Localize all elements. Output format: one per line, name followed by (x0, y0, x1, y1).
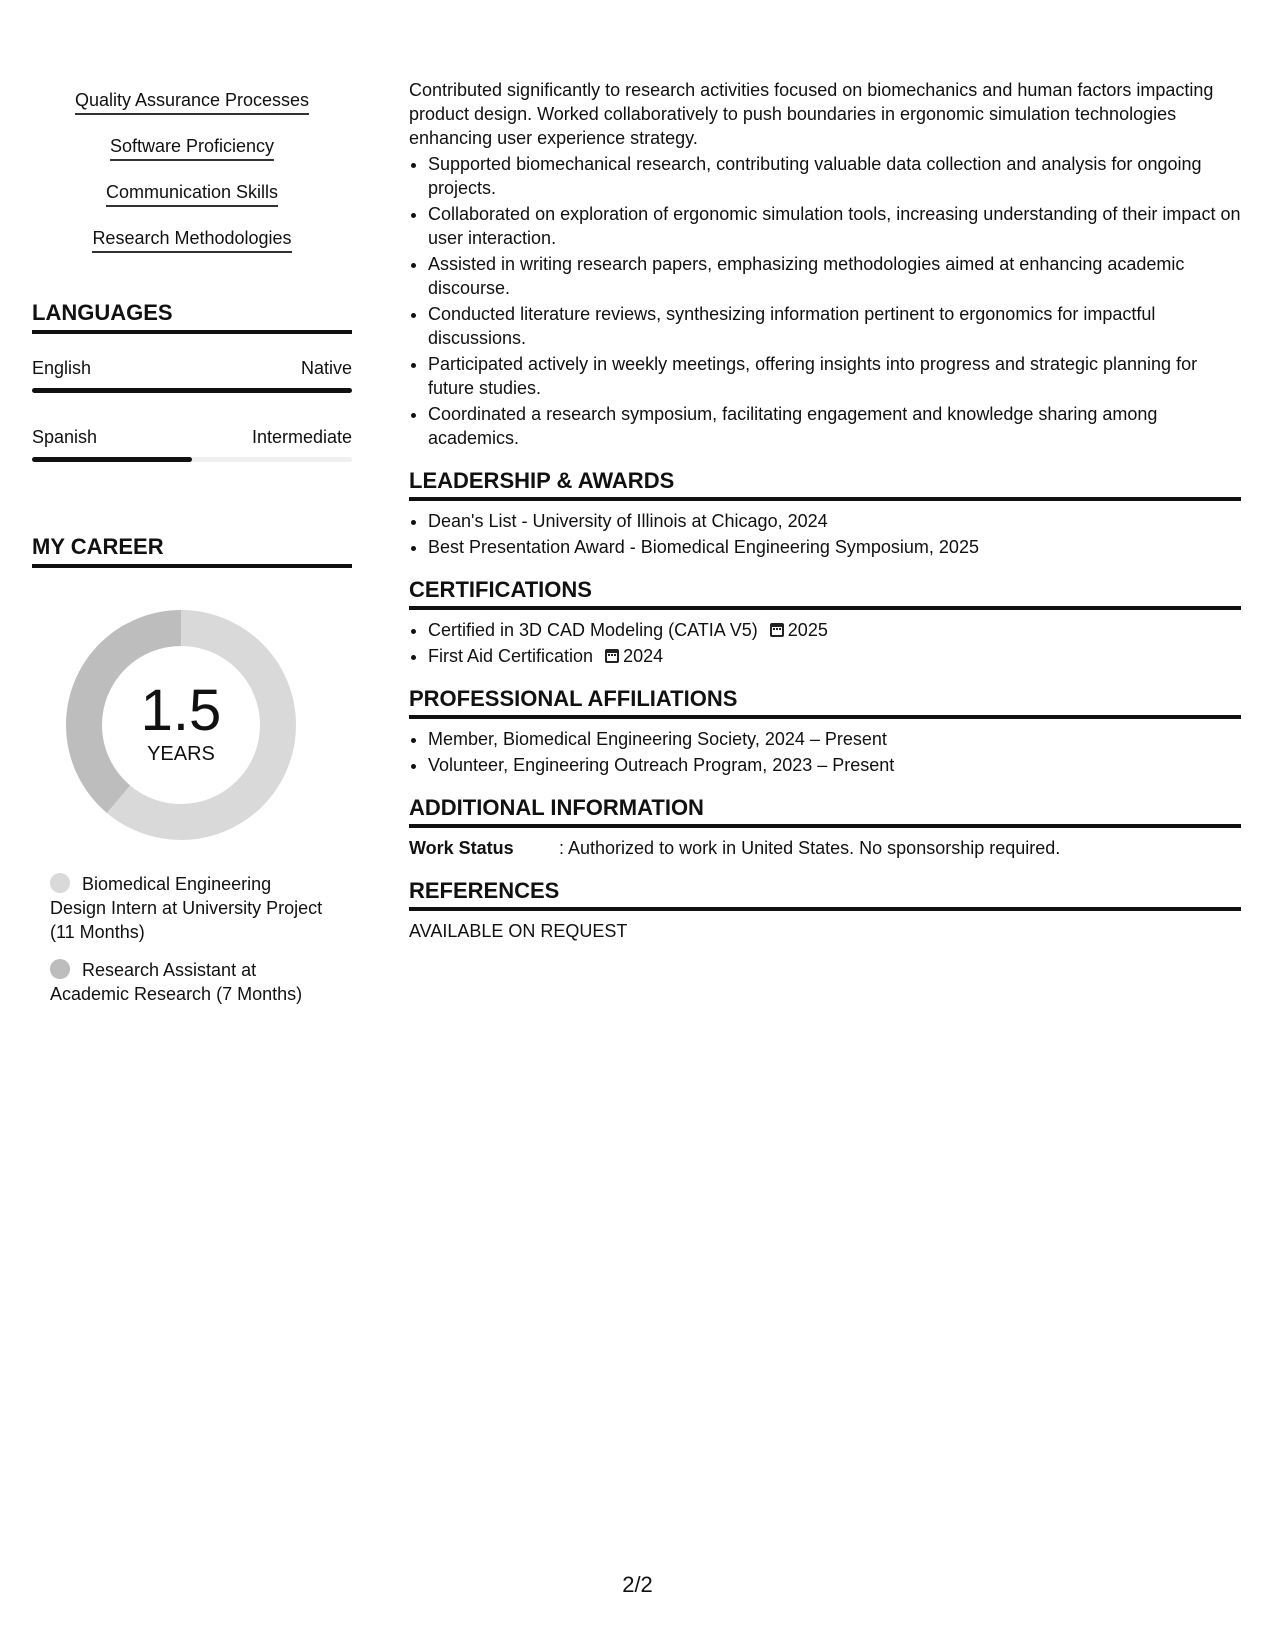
experience-bullets (409, 152, 1241, 450)
career-legend-item (50, 872, 330, 944)
career-heading: MY CAREER (32, 534, 352, 568)
language-row-spanish (32, 425, 352, 449)
language-level: Intermediate (251, 427, 352, 447)
sidebar (32, 78, 352, 1020)
certification-year: 2024 (623, 646, 664, 666)
experience-summary: Contributed significantly to research activities focused on biomechanics and human factors impacting product design. Worked collaboratively to push boundaries in ergonomic simulation technologies enhancing user experience strategy. (409, 80, 1214, 148)
skill-item: Quality Assurance Processes (75, 88, 309, 115)
skill-item: Research Methodologies (92, 226, 291, 253)
career-legend-label: Research Assistant at Academic Research (7 Months) (50, 960, 303, 1004)
calendar-icon (605, 649, 619, 663)
language-level: Native (300, 358, 352, 378)
legend-dot (50, 959, 70, 979)
page-number: 2/2 (622, 1572, 653, 1597)
list-item: • Member, Biomedical Engineering Society, 2024 – Present (428, 727, 1241, 751)
additional-info-heading: ADDITIONAL INFORMATION (409, 795, 1241, 828)
work-status-label: Work Status (409, 838, 514, 858)
references-heading: REFERENCES (409, 878, 1241, 911)
certifications-list (409, 618, 1241, 668)
skill-item: Software Proficiency (110, 134, 274, 161)
language-row-english (32, 356, 352, 380)
career-total (66, 680, 296, 766)
list-item: • Collaborated on exploration of ergonomic simulation tools, increasing understanding of their impact on user interaction. (428, 202, 1241, 250)
language-name: Spanish (32, 427, 98, 447)
list-item: • Dean's List - University of Illinois at Chicago, 2024 (428, 509, 1241, 533)
career-legend-item (50, 958, 330, 1006)
leadership-heading: LEADERSHIP & AWARDS (409, 468, 1241, 501)
language-bar-spanish (32, 457, 352, 462)
certifications-heading: CERTIFICATIONS (409, 577, 1241, 610)
affiliations-list (409, 727, 1241, 777)
list-item: • Assisted in writing research papers, emphasizing methodologies aimed at enhancing academic discourse. (428, 252, 1241, 300)
legend-dot (50, 873, 70, 893)
calendar-icon (770, 623, 784, 637)
certification-year: 2025 (787, 620, 828, 640)
career-total-unit: YEARS (147, 743, 215, 765)
work-status-value: : Authorized to work in United States. No sponsorship required. (559, 838, 1061, 858)
career-donut-chart (66, 610, 296, 840)
language-name: English (32, 358, 92, 378)
language-bar-fill (32, 388, 352, 393)
list-item: • Best Presentation Award - Biomedical Engineering Symposium, 2025 (428, 535, 1241, 559)
skill-item: Communication Skills (106, 180, 278, 207)
list-item (428, 618, 1241, 642)
career-legend (50, 872, 352, 1006)
work-status-row (409, 836, 1241, 860)
list-item: • Supported biomechanical research, contributing valuable data collection and analysis for ongoing projects. (428, 152, 1241, 200)
main-content (409, 78, 1241, 943)
career-legend-label: Biomedical Engineering Design Intern at University Project (11 Months) (50, 874, 323, 942)
languages-heading: LANGUAGES (32, 300, 352, 334)
references-text: AVAILABLE ON REQUEST (409, 921, 628, 941)
language-bar-fill (32, 457, 192, 462)
list-item: • Volunteer, Engineering Outreach Program, 2023 – Present (428, 753, 1241, 777)
list-item (428, 644, 1241, 668)
list-item: • Coordinated a research symposium, facilitating engagement and knowledge sharing among academics. (428, 402, 1241, 450)
career-total-number: 1.5 (140, 678, 222, 743)
certification-name: Certified in 3D CAD Modeling (CATIA V5) (428, 620, 758, 640)
list-item: • Conducted literature reviews, synthesizing information pertinent to ergonomics for impactful discussions. (428, 302, 1241, 350)
language-bar-english (32, 388, 352, 393)
list-item: • Participated actively in weekly meetings, offering insights into progress and strategic planning for future studies. (428, 352, 1241, 400)
affiliations-heading: PROFESSIONAL AFFILIATIONS (409, 686, 1241, 719)
leadership-list (409, 509, 1241, 559)
certification-name: First Aid Certification (428, 646, 594, 666)
skills-list (32, 78, 352, 262)
